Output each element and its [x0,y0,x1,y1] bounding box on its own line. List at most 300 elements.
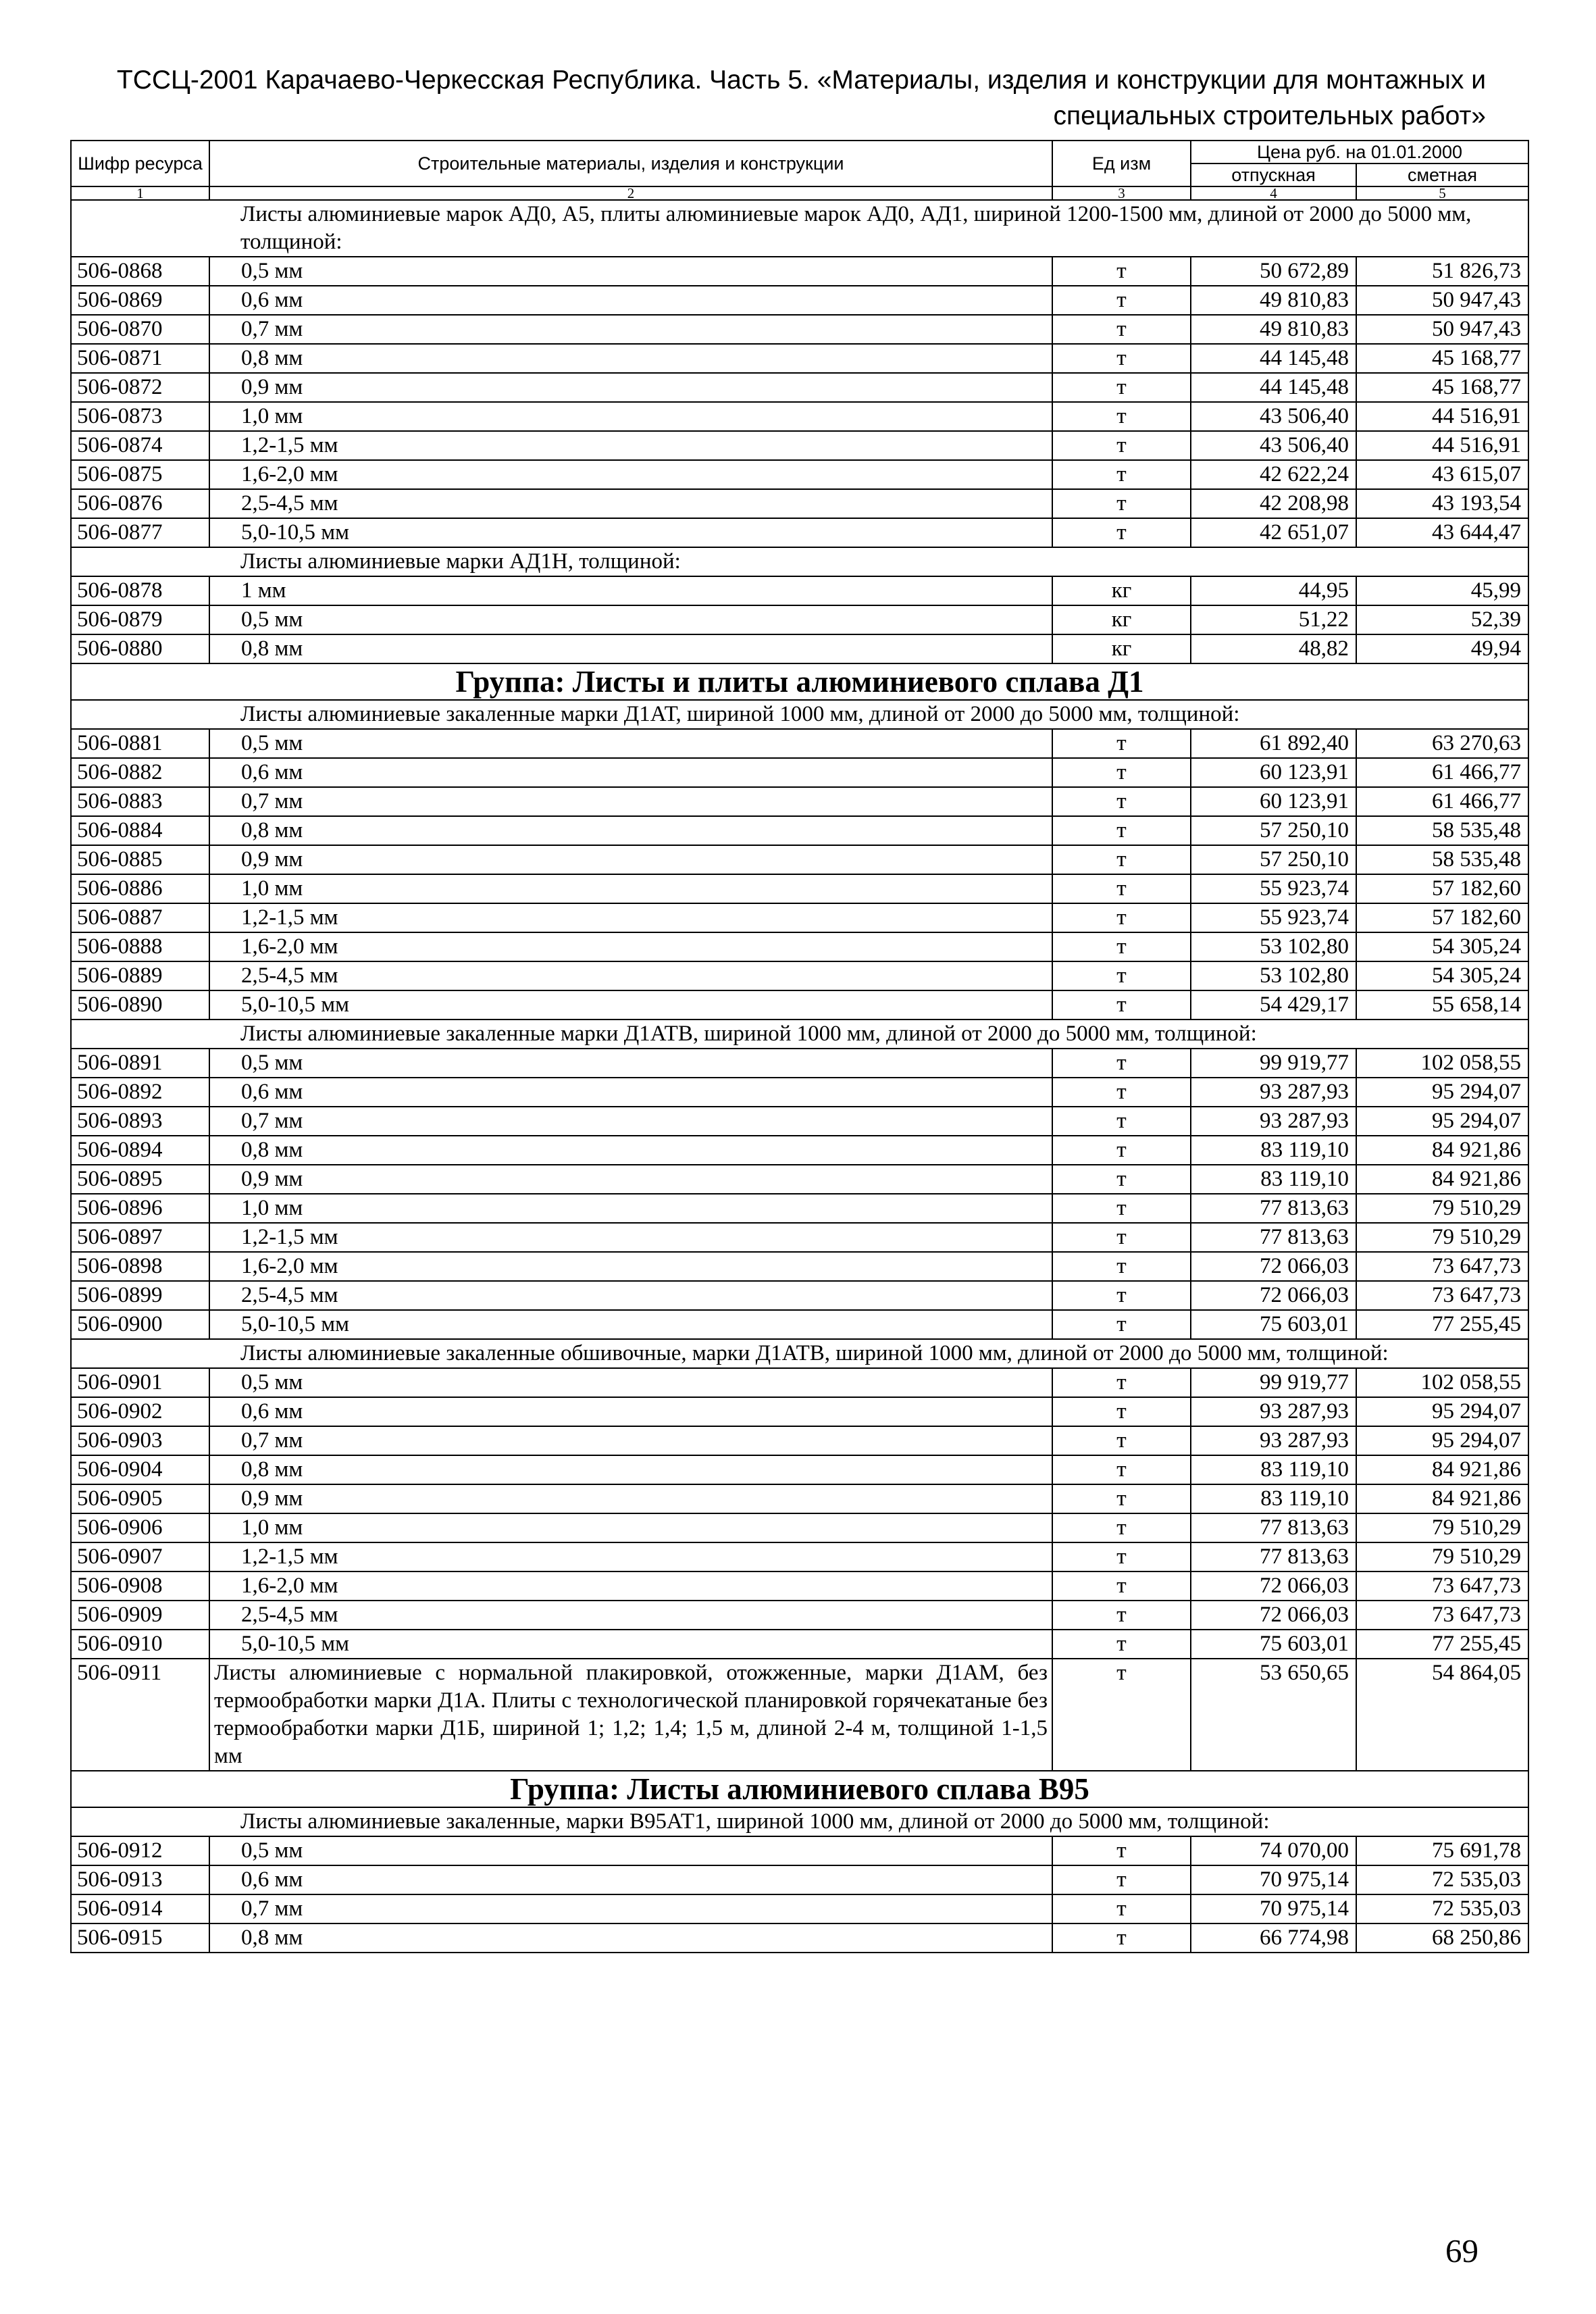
table-row [71,402,1528,431]
material-name: 1,2-1,5 мм [209,431,1052,460]
material-name: 0,9 мм [209,373,1052,402]
group-heading-row [71,663,1528,700]
material-name: 1,2-1,5 мм [209,1223,1052,1252]
material-name: 0,6 мм [209,1865,1052,1894]
release-price: 72 066,03 [1191,1571,1356,1601]
unit-of-measure: т [1052,1894,1191,1923]
material-name: 0,6 мм [209,1078,1052,1107]
unit-of-measure: т [1052,1397,1191,1426]
estimate-price: 43 615,07 [1356,460,1528,489]
unit-of-measure: т [1052,1049,1191,1078]
release-price: 77 813,63 [1191,1513,1356,1542]
material-name: 0,8 мм [209,816,1052,845]
material-name: 0,5 мм [209,1836,1052,1865]
material-name: 1,2-1,5 мм [209,903,1052,932]
release-price: 54 429,17 [1191,990,1356,1020]
estimate-price: 61 466,77 [1356,758,1528,787]
unit-of-measure: кг [1052,634,1191,663]
estimate-price: 95 294,07 [1356,1397,1528,1426]
release-price: 48,82 [1191,634,1356,663]
page-number: 69 [1445,2232,1478,2269]
unit-of-measure: т [1052,729,1191,758]
release-price: 53 102,80 [1191,932,1356,961]
material-name: 0,8 мм [209,634,1052,663]
estimate-price: 95 294,07 [1356,1107,1528,1136]
release-price: 43 506,40 [1191,402,1356,431]
estimate-price: 63 270,63 [1356,729,1528,758]
header-code: Шифр ресурса [71,141,209,186]
release-price: 77 813,63 [1191,1194,1356,1223]
release-price: 99 919,77 [1191,1049,1356,1078]
column-number: 3 [1052,186,1191,200]
resource-code: 506-0896 [71,1194,209,1223]
subsection-row [71,200,1528,257]
release-price: 83 119,10 [1191,1455,1356,1484]
subsection-title: Листы алюминиевые закаленные марки Д1АТ, шириной 1000 мм, длиной от 2000 до 5000 мм, толщиной: [209,700,1528,729]
material-name: 1,0 мм [209,874,1052,903]
resource-code: 506-0907 [71,1542,209,1571]
unit-of-measure: т [1052,344,1191,373]
table-row [71,758,1528,787]
unit-of-measure: т [1052,431,1191,460]
release-price: 44 145,48 [1191,373,1356,402]
empty-cell [71,1339,209,1368]
empty-cell [71,200,209,257]
material-name: 1,0 мм [209,1513,1052,1542]
table-row [71,961,1528,990]
table-row [71,605,1528,634]
subsection-title: Листы алюминиевые марки АД1Н, толщиной: [209,547,1528,576]
material-name: 0,8 мм [209,1923,1052,1953]
group-title: Группа: Листы и плиты алюминиевого сплава Д1 [71,663,1528,700]
subsection-row [71,1020,1528,1049]
unit-of-measure: т [1052,1194,1191,1223]
group-heading-row [71,1771,1528,1807]
unit-of-measure: т [1052,1107,1191,1136]
unit-of-measure: т [1052,1252,1191,1281]
material-name: 0,7 мм [209,1894,1052,1923]
estimate-price: 73 647,73 [1356,1252,1528,1281]
unit-of-measure: т [1052,1281,1191,1310]
estimate-price: 75 691,78 [1356,1836,1528,1865]
unit-of-measure: т [1052,1513,1191,1542]
table-row [71,1165,1528,1194]
estimate-price: 54 864,05 [1356,1659,1528,1771]
estimate-price: 73 647,73 [1356,1601,1528,1630]
material-name: 0,5 мм [209,257,1052,286]
column-number: 1 [71,186,209,200]
unit-of-measure: т [1052,1542,1191,1571]
unit-of-measure: т [1052,1923,1191,1953]
estimate-price: 102 058,55 [1356,1368,1528,1397]
unit-of-measure: т [1052,1310,1191,1339]
resource-code: 506-0876 [71,489,209,518]
unit-of-measure: т [1052,874,1191,903]
release-price: 60 123,91 [1191,758,1356,787]
unit-of-measure: т [1052,1630,1191,1659]
resource-code: 506-0905 [71,1484,209,1513]
release-price: 75 603,01 [1191,1310,1356,1339]
unit-of-measure: т [1052,373,1191,402]
estimate-price: 57 182,60 [1356,903,1528,932]
table-row [71,1571,1528,1601]
estimate-price: 45,99 [1356,576,1528,605]
resource-code: 506-0871 [71,344,209,373]
table-row [71,1136,1528,1165]
price-table [70,140,1529,1953]
table-row [71,576,1528,605]
release-price: 57 250,10 [1191,845,1356,874]
resource-code: 506-0881 [71,729,209,758]
estimate-price: 79 510,29 [1356,1513,1528,1542]
unit-of-measure: т [1052,1136,1191,1165]
material-name: 0,7 мм [209,1426,1052,1455]
material-name: 0,8 мм [209,1455,1052,1484]
subsection-title: Листы алюминиевые закаленные марки Д1АТВ, шириной 1000 мм, длиной от 2000 до 5000 мм, толщиной: [209,1020,1528,1049]
release-price: 61 892,40 [1191,729,1356,758]
resource-code: 506-0912 [71,1836,209,1865]
resource-code: 506-0913 [71,1865,209,1894]
material-name: 0,6 мм [209,758,1052,787]
table-row [71,1281,1528,1310]
material-name: 5,0-10,5 мм [209,518,1052,547]
release-price: 70 975,14 [1191,1865,1356,1894]
unit-of-measure: т [1052,961,1191,990]
table-row [71,431,1528,460]
resource-code: 506-0904 [71,1455,209,1484]
subsection-title: Листы алюминиевые закаленные обшивочные, марки Д1АТВ, шириной 1000 мм, длиной от 2000 до 5000 мм, толщиной: [209,1339,1528,1368]
header-price: Цена руб. на 01.01.2000 [1191,141,1528,164]
resource-code: 506-0869 [71,286,209,315]
estimate-price: 55 658,14 [1356,990,1528,1020]
estimate-price: 73 647,73 [1356,1571,1528,1601]
resource-code: 506-0882 [71,758,209,787]
release-price: 93 287,93 [1191,1078,1356,1107]
table-row [71,1484,1528,1513]
material-name: 0,9 мм [209,1484,1052,1513]
unit-of-measure: т [1052,518,1191,547]
estimate-price: 44 516,91 [1356,431,1528,460]
resource-code: 506-0908 [71,1571,209,1601]
table-row [71,1397,1528,1426]
table-row [71,729,1528,758]
resource-code: 506-0901 [71,1368,209,1397]
table-row [71,634,1528,663]
estimate-price: 58 535,48 [1356,845,1528,874]
unit-of-measure: кг [1052,605,1191,634]
release-price: 49 810,83 [1191,315,1356,344]
resource-code: 506-0874 [71,431,209,460]
resource-code: 506-0884 [71,816,209,845]
table-row [71,1310,1528,1339]
unit-of-measure: т [1052,787,1191,816]
unit-of-measure: т [1052,1078,1191,1107]
estimate-price: 50 947,43 [1356,286,1528,315]
material-name: 0,5 мм [209,1368,1052,1397]
column-number-row [71,186,1528,200]
material-name: 0,6 мм [209,286,1052,315]
release-price: 93 287,93 [1191,1426,1356,1455]
resource-code: 506-0885 [71,845,209,874]
release-price: 72 066,03 [1191,1281,1356,1310]
table-row [71,1542,1528,1571]
material-name: 1,6-2,0 мм [209,1252,1052,1281]
table-row [71,1836,1528,1865]
estimate-price: 43 644,47 [1356,518,1528,547]
estimate-price: 45 168,77 [1356,373,1528,402]
material-name: 0,7 мм [209,787,1052,816]
release-price: 77 813,63 [1191,1542,1356,1571]
material-name: 5,0-10,5 мм [209,990,1052,1020]
resource-code: 506-0879 [71,605,209,634]
resource-code: 506-0900 [71,1310,209,1339]
material-name: 2,5-4,5 мм [209,961,1052,990]
subsection-row [71,1339,1528,1368]
page-title-line-2: специальных строительных работ» [1053,101,1486,130]
estimate-price: 72 535,03 [1356,1894,1528,1923]
material-name: 0,5 мм [209,605,1052,634]
estimate-price: 58 535,48 [1356,816,1528,845]
empty-cell [71,700,209,729]
table-row [71,1601,1528,1630]
estimate-price: 43 193,54 [1356,489,1528,518]
unit-of-measure: т [1052,1571,1191,1601]
unit-of-measure: т [1052,1455,1191,1484]
table-row [71,1223,1528,1252]
material-name: 1,0 мм [209,1194,1052,1223]
resource-code: 506-0894 [71,1136,209,1165]
subsection-title: Листы алюминиевые закаленные, марки В95АТ1, шириной 1000 мм, длиной от 2000 до 5000 мм, толщиной: [209,1807,1528,1836]
estimate-price: 44 516,91 [1356,402,1528,431]
table-row [71,1865,1528,1894]
estimate-price: 84 921,86 [1356,1136,1528,1165]
table-row [71,903,1528,932]
release-price: 93 287,93 [1191,1107,1356,1136]
table-row [71,1049,1528,1078]
table-row [71,816,1528,845]
empty-cell [71,1020,209,1049]
release-price: 72 066,03 [1191,1601,1356,1630]
release-price: 57 250,10 [1191,816,1356,845]
resource-code: 506-0878 [71,576,209,605]
release-price: 50 672,89 [1191,257,1356,286]
table-row [71,489,1528,518]
estimate-price: 61 466,77 [1356,787,1528,816]
resource-code: 506-0909 [71,1601,209,1630]
unit-of-measure: т [1052,1165,1191,1194]
estimate-price: 79 510,29 [1356,1194,1528,1223]
release-price: 43 506,40 [1191,431,1356,460]
release-price: 83 119,10 [1191,1484,1356,1513]
release-price: 93 287,93 [1191,1397,1356,1426]
estimate-price: 77 255,45 [1356,1310,1528,1339]
column-number: 5 [1356,186,1528,200]
unit-of-measure: т [1052,1368,1191,1397]
table-row [71,373,1528,402]
header-name: Строительные материалы, изделия и конструкции [209,141,1052,186]
column-number: 2 [209,186,1052,200]
table-row [71,1426,1528,1455]
estimate-price: 54 305,24 [1356,961,1528,990]
material-name: 0,7 мм [209,315,1052,344]
resource-code: 506-0873 [71,402,209,431]
material-name: 1,6-2,0 мм [209,460,1052,489]
table-row [71,1368,1528,1397]
release-price: 83 119,10 [1191,1165,1356,1194]
material-name: 0,7 мм [209,1107,1052,1136]
release-price: 42 208,98 [1191,489,1356,518]
estimate-price: 95 294,07 [1356,1078,1528,1107]
unit-of-measure: т [1052,286,1191,315]
release-price: 53 102,80 [1191,961,1356,990]
estimate-price: 51 826,73 [1356,257,1528,286]
resource-code: 506-0911 [71,1659,209,1771]
estimate-price: 50 947,43 [1356,315,1528,344]
unit-of-measure: т [1052,990,1191,1020]
release-price: 51,22 [1191,605,1356,634]
release-price: 42 651,07 [1191,518,1356,547]
table-row [71,315,1528,344]
resource-code: 506-0902 [71,1397,209,1426]
table-row [71,344,1528,373]
material-name: 2,5-4,5 мм [209,1601,1052,1630]
resource-code: 506-0887 [71,903,209,932]
material-name: 0,8 мм [209,1136,1052,1165]
estimate-price: 79 510,29 [1356,1223,1528,1252]
table-row [71,1513,1528,1542]
header-unit: Ед изм [1052,141,1191,186]
empty-cell [71,1807,209,1836]
resource-code: 506-0895 [71,1165,209,1194]
table-row [71,1894,1528,1923]
material-name: 5,0-10,5 мм [209,1310,1052,1339]
release-price: 99 919,77 [1191,1368,1356,1397]
unit-of-measure: т [1052,315,1191,344]
estimate-price: 73 647,73 [1356,1281,1528,1310]
material-name: 0,9 мм [209,1165,1052,1194]
release-price: 44,95 [1191,576,1356,605]
release-price: 75 603,01 [1191,1630,1356,1659]
release-price: 83 119,10 [1191,1136,1356,1165]
estimate-price: 54 305,24 [1356,932,1528,961]
resource-code: 506-0877 [71,518,209,547]
unit-of-measure: т [1052,758,1191,787]
estimate-price: 77 255,45 [1356,1630,1528,1659]
unit-of-measure: т [1052,816,1191,845]
header-release-price: отпускная [1191,164,1356,186]
table-row [71,1107,1528,1136]
empty-cell [71,547,209,576]
resource-code: 506-0891 [71,1049,209,1078]
material-name: 0,8 мм [209,344,1052,373]
unit-of-measure: т [1052,257,1191,286]
estimate-price: 72 535,03 [1356,1865,1528,1894]
resource-code: 506-0888 [71,932,209,961]
unit-of-measure: т [1052,460,1191,489]
material-name: 2,5-4,5 мм [209,489,1052,518]
resource-code: 506-0880 [71,634,209,663]
table-row [71,1659,1528,1771]
table-row [71,1455,1528,1484]
unit-of-measure: т [1052,1836,1191,1865]
resource-code: 506-0870 [71,315,209,344]
table-row [71,518,1528,547]
resource-code: 506-0889 [71,961,209,990]
release-price: 49 810,83 [1191,286,1356,315]
resource-code: 506-0903 [71,1426,209,1455]
table-row [71,286,1528,315]
resource-code: 506-0897 [71,1223,209,1252]
estimate-price: 95 294,07 [1356,1426,1528,1455]
material-name: 0,6 мм [209,1397,1052,1426]
table-row [71,874,1528,903]
material-name: 2,5-4,5 мм [209,1281,1052,1310]
unit-of-measure: т [1052,402,1191,431]
unit-of-measure: т [1052,845,1191,874]
table-row [71,1194,1528,1223]
material-name: Листы алюминиевые с нормальной плакировкой, отожженные, марки Д1АМ, без термообработки марки Д1А. Плиты с технологической планировкой горячекатаные без термообработки марки Д1Б, шириной 1; 1,2; 1,4; 1,5 м, длиной 2-4 м, толщиной 1-1,5 мм [209,1659,1052,1771]
material-name: 0,5 мм [209,1049,1052,1078]
material-name: 0,5 мм [209,729,1052,758]
resource-code: 506-0892 [71,1078,209,1107]
release-price: 55 923,74 [1191,874,1356,903]
resource-code: 506-0914 [71,1894,209,1923]
estimate-price: 79 510,29 [1356,1542,1528,1571]
subsection-row [71,547,1528,576]
page-title-line-1: ТССЦ-2001 Карачаево-Черкесская Республика. Часть 5. «Материалы, изделия и конструкции для монтажных и [116,66,1486,95]
resource-code: 506-0875 [71,460,209,489]
release-price: 74 070,00 [1191,1836,1356,1865]
subsection-row [71,700,1528,729]
material-name: 1,6-2,0 мм [209,1571,1052,1601]
estimate-price: 102 058,55 [1356,1049,1528,1078]
release-price: 72 066,03 [1191,1252,1356,1281]
unit-of-measure: т [1052,1865,1191,1894]
estimate-price: 84 921,86 [1356,1165,1528,1194]
resource-code: 506-0893 [71,1107,209,1136]
resource-code: 506-0868 [71,257,209,286]
resource-code: 506-0886 [71,874,209,903]
resource-code: 506-0910 [71,1630,209,1659]
table-row [71,787,1528,816]
header-estimate-price: сметная [1356,164,1528,186]
resource-code: 506-0872 [71,373,209,402]
estimate-price: 84 921,86 [1356,1484,1528,1513]
material-name: 1,0 мм [209,402,1052,431]
table-row [71,932,1528,961]
resource-code: 506-0883 [71,787,209,816]
unit-of-measure: т [1052,1223,1191,1252]
unit-of-measure: кг [1052,576,1191,605]
unit-of-measure: т [1052,1659,1191,1771]
group-title: Группа: Листы алюминиевого сплава В95 [71,1771,1528,1807]
material-name: 1,2-1,5 мм [209,1542,1052,1571]
material-name: 1 мм [209,576,1052,605]
unit-of-measure: т [1052,1601,1191,1630]
unit-of-measure: т [1052,932,1191,961]
table-row [71,990,1528,1020]
release-price: 60 123,91 [1191,787,1356,816]
table-row [71,460,1528,489]
table-row [71,1252,1528,1281]
resource-code: 506-0915 [71,1923,209,1953]
unit-of-measure: т [1052,903,1191,932]
estimate-price: 68 250,86 [1356,1923,1528,1953]
release-price: 55 923,74 [1191,903,1356,932]
release-price: 53 650,65 [1191,1659,1356,1771]
subsection-title: Листы алюминиевые марок АД0, А5, плиты алюминиевые марок АД0, АД1, шириной 1200-1500 мм, длиной от 2000 до 5000 мм, толщиной: [209,200,1528,257]
table-row [71,257,1528,286]
